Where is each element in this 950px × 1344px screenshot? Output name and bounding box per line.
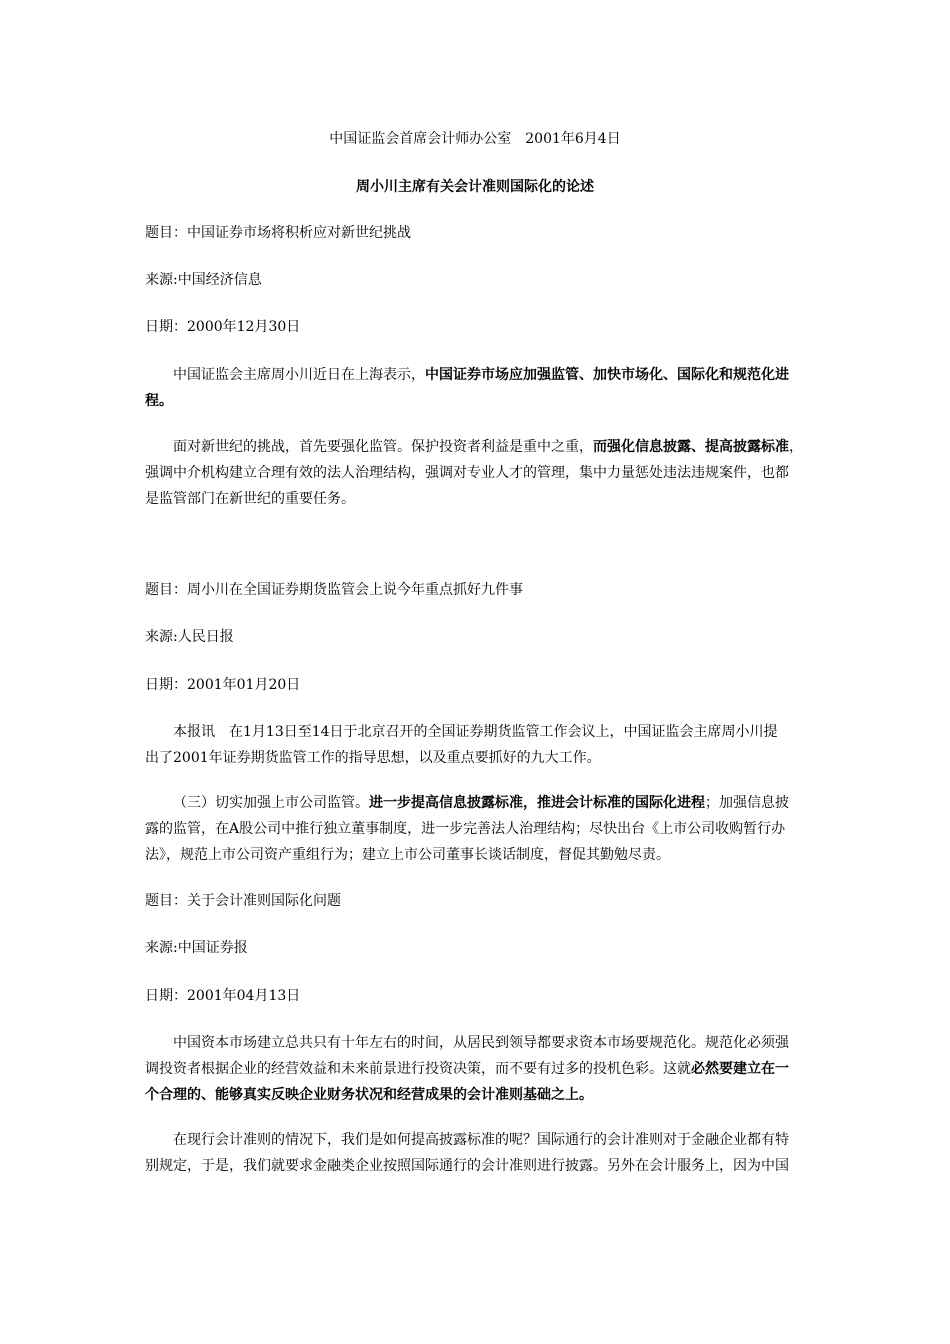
article-2-paragraph-2: （三）切实加强上市公司监管。进一步提高信息披露标准，推进会计标准的国际化进程；加强信息披 露的监管，在A股公司中推行独立董事制度，进一步完善法人治理结构；尽快出台《上市公司收购暂行办 法》，规范上市公司资产重组行为；建立上市公司董事长谈话制度，督促其勤勉尽责。: [145, 795, 789, 863]
article-3-source: 来源:中国证券报: [145, 940, 248, 956]
article-2-paragraph-1: 本报讯 在1月13日至14日于北京召开的全国证券期货监管工作会议上，中国证监会主席周小川提 出了2001年证券期货监管工作的指导思想，以及重点要抓好的九大工作。: [145, 724, 778, 766]
article-3-paragraph-2: 在现行会计准则的情况下，我们是如何提高披露标准的呢？国际通行的会计准则对于金融企业都有特 别规定，于是，我们就要求金融类企业按照国际通行的会计准则进行披露。另外在会计服务上，因为中国: [145, 1132, 789, 1174]
emphasis: 而强化信息披露、提高披露标准: [593, 439, 789, 455]
article-3-date: 日期：2001年04月13日: [145, 988, 301, 1004]
article-2-date: 日期：2001年01月20日: [145, 677, 301, 693]
emphasis: 进一步提高信息披露标准，推进会计标准的国际化进程: [369, 795, 705, 811]
emphasis: 个合理的、能够真实反映企业财务状况和经营成果的会计准则基础之上。: [145, 1087, 593, 1103]
emphasis: 中国证券市场应加强监管、加快市场化、国际化和规范化进: [425, 367, 789, 383]
article-1-paragraph-1: 中国证监会主席周小川近日在上海表示，中国证券市场应加强监管、加快市场化、国际化和规范化进 程。: [145, 367, 789, 409]
document-title: 周小川主席有关会计准则国际化的论述: [356, 179, 594, 195]
article-1-date: 日期：2000年12月30日: [145, 319, 301, 335]
article-1-topic: 题目：中国证券市场将积析应对新世纪挑战: [145, 225, 411, 241]
article-1-paragraph-2: 面对新世纪的挑战，首先要强化监管。保护投资者利益是重中之重，而强化信息披露、提高披露标准， 强调中介机构建立合理有效的法人治理结构，强调对专业人才的管理，集中力量惩处违法违规案件，也都 是监管部门在新世纪的重要任务。: [145, 439, 803, 507]
article-3-paragraph-1: 中国资本市场建立总共只有十年左右的时间，从居民到领导都要求资本市场要规范化。规范化必须强 调投资者根据企业的经营效益和未来前景进行投资决策，而不要有过多的投机色彩。这就必然要建立在一 个合理的、能够真实反映企业财务状况和经营成果的会计准则基础之上。: [145, 1035, 789, 1103]
article-2-topic: 题目：周小川在全国证券期货监管会上说今年重点抓好九件事: [145, 582, 523, 598]
article-2-source: 来源:人民日报: [145, 629, 234, 645]
article-1-source: 来源:中国经济信息: [145, 272, 262, 288]
emphasis: 必然要建立在一: [691, 1061, 789, 1077]
article-3-topic: 题目：关于会计准则国际化问题: [145, 893, 341, 909]
document-header: 中国证监会首席会计师办公室 2001年6月4日: [329, 131, 621, 147]
emphasis: 程。: [145, 393, 173, 409]
